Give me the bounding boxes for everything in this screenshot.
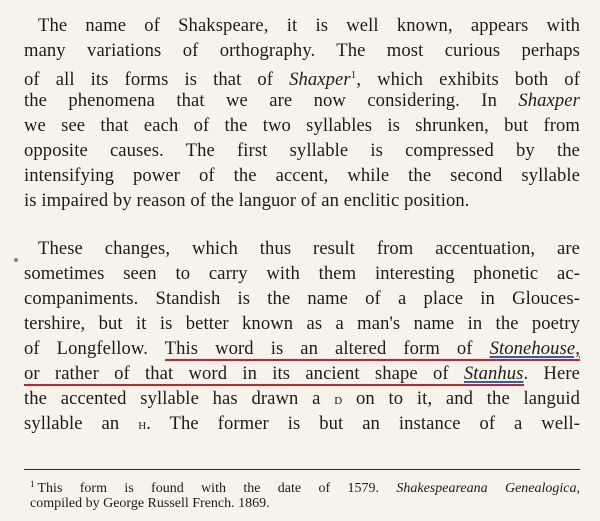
text-run: of all its forms is that of [24,69,290,90]
text-line: intensifying power of the accent, while the second syllable [24,165,580,186]
highlighted-passage [165,338,580,361]
text-line [24,411,580,436]
text-line: we see that each of the two syllables is shrunken, but from [24,115,580,136]
text-run: This word is an altered form of [164,338,490,359]
text-run: or rather of that word in its ancient shape of [24,363,464,384]
text-run: , which exhibits both of [356,69,580,90]
footnote [30,474,580,514]
text-run: . The former is but an instance of a well- [146,413,580,434]
text-line: is impaired by reason of the languor of an enclitic position. [24,190,470,211]
italic-word-stonehouse: Stonehouse, [489,338,580,359]
footnote-divider [24,469,580,470]
text-run: the accented syllable has drawn a [24,388,335,409]
text-run: syllable an [24,413,139,434]
text-line: companiments. Standish is the name of a place in Glouces- [24,288,580,309]
text-run: This form is found with the date of 1579. [37,481,397,496]
text-line [24,386,580,411]
text-line [24,361,580,386]
text-line: many variations of orthography. The most curious perhaps [24,40,580,61]
footnote-marker: 1 [30,479,35,489]
text-run: of Longfellow. [24,338,165,359]
paragraph-2 [24,236,580,436]
italic-word-shaxper: Shaxper [289,69,351,90]
paragraph-1 [24,13,580,213]
text-line: tershire, but it is better known as a man's name in the poetry [24,313,580,334]
text-line: sometimes seen to carry with them interesting phonetic ac- [24,263,580,284]
highlighted-passage [24,363,524,386]
text-line: The name of Shakspeare, it is well known, appears with [38,15,580,36]
italic-word-stanhus: Stanhus [463,363,524,384]
text-line: opposite causes. The first syllable is compressed by the [24,140,580,161]
text-run: . Here [523,363,580,384]
text-run: on to it, and the languid [342,388,580,409]
text-line: These changes, which thus result from accentuation, are [38,238,580,259]
small-caps-letter-h: h [138,417,147,433]
text-line [24,88,580,113]
margin-dot [14,258,18,262]
text-line [24,63,580,88]
footnote-reference: 1 [350,69,357,81]
italic-word-shaxper: Shaxper [518,90,580,111]
italic-title: Shakespeareana Genealogica, [396,481,581,496]
small-caps-letter-d: d [334,392,343,408]
footnote-line: compiled by George Russell French. 1869. [30,496,270,511]
text-line [24,336,580,361]
text-run: the phenomena that we are now considering. In [24,90,497,111]
footnote-line [30,474,580,494]
